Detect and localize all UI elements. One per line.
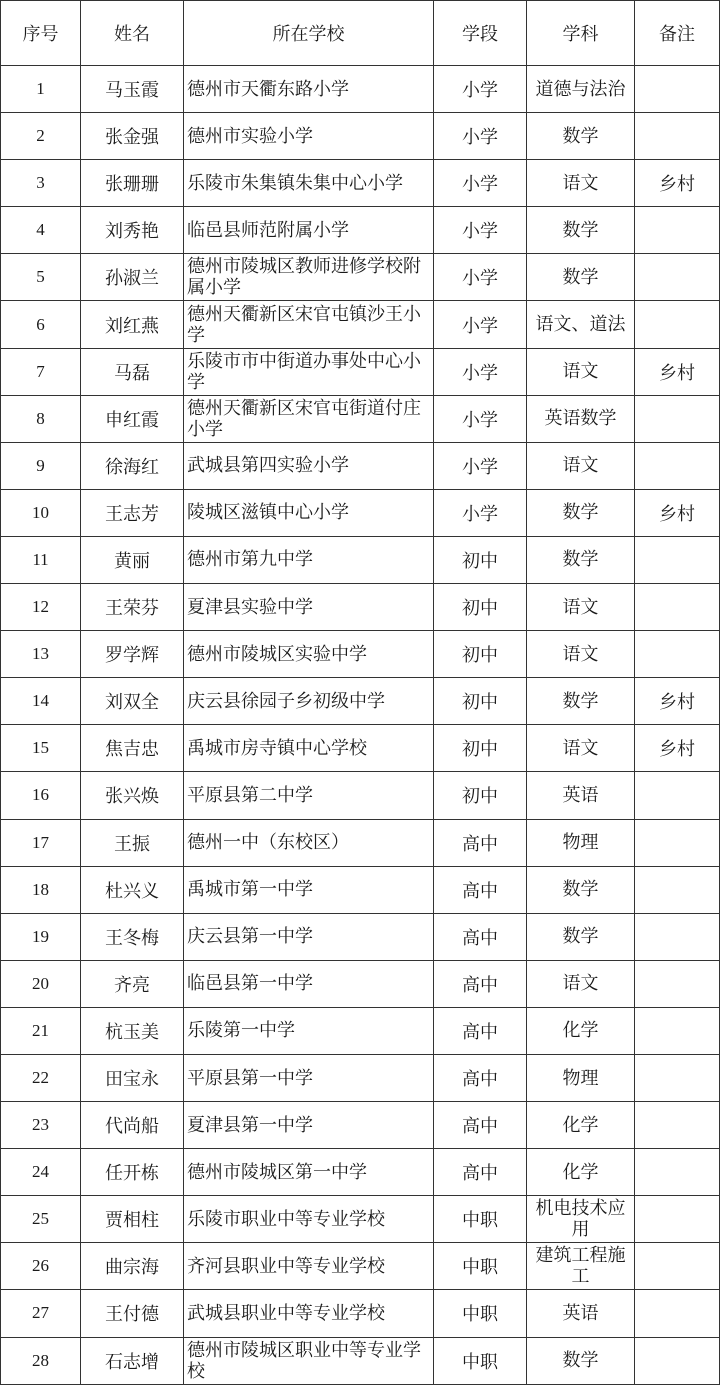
cell-subject: 数学 — [527, 207, 635, 254]
cell-name: 刘秀艳 — [81, 207, 184, 254]
cell-no: 7 — [1, 348, 81, 395]
cell-note — [635, 207, 720, 254]
cell-note: 乡村 — [635, 725, 720, 772]
cell-note — [635, 866, 720, 913]
cell-name: 杭玉美 — [81, 1007, 184, 1054]
cell-stage: 初中 — [434, 725, 527, 772]
cell-name: 石志增 — [81, 1337, 184, 1384]
cell-school: 德州市陵城区职业中等专业学校 — [184, 1337, 434, 1384]
cell-stage: 高中 — [434, 1149, 527, 1196]
table-row — [1, 395, 720, 442]
cell-subject: 语文 — [527, 631, 635, 678]
cell-name: 王付德 — [81, 1290, 184, 1337]
cell-school: 庆云县徐园子乡初级中学 — [184, 678, 434, 725]
cell-note: 乡村 — [635, 348, 720, 395]
cell-school: 乐陵市市中街道办事处中心小学 — [184, 348, 434, 395]
cell-note — [635, 442, 720, 489]
cell-note — [635, 536, 720, 583]
table-row — [1, 66, 720, 113]
cell-stage: 小学 — [434, 489, 527, 536]
cell-no: 22 — [1, 1054, 81, 1101]
cell-name: 罗学辉 — [81, 631, 184, 678]
cell-school: 德州市陵城区实验中学 — [184, 631, 434, 678]
cell-stage: 小学 — [434, 395, 527, 442]
cell-school: 德州市陵城区教师进修学校附属小学 — [184, 254, 434, 301]
cell-stage: 高中 — [434, 960, 527, 1007]
cell-stage: 初中 — [434, 678, 527, 725]
cell-note — [635, 1290, 720, 1337]
cell-no: 17 — [1, 819, 81, 866]
cell-no: 23 — [1, 1102, 81, 1149]
cell-subject: 数学 — [527, 678, 635, 725]
cell-stage: 高中 — [434, 819, 527, 866]
cell-name: 马玉霞 — [81, 66, 184, 113]
cell-note — [635, 113, 720, 160]
cell-subject: 建筑工程施工 — [527, 1243, 635, 1290]
cell-school: 平原县第一中学 — [184, 1054, 434, 1101]
header-school: 所在学校 — [184, 1, 434, 66]
cell-subject: 英语 — [527, 772, 635, 819]
cell-school: 德州市第九中学 — [184, 536, 434, 583]
cell-school: 齐河县职业中等专业学校 — [184, 1243, 434, 1290]
cell-no: 15 — [1, 725, 81, 772]
cell-stage: 中职 — [434, 1290, 527, 1337]
cell-name: 杜兴义 — [81, 866, 184, 913]
cell-stage: 高中 — [434, 913, 527, 960]
cell-stage: 小学 — [434, 442, 527, 489]
cell-subject: 化学 — [527, 1149, 635, 1196]
table-row — [1, 207, 720, 254]
cell-subject: 化学 — [527, 1102, 635, 1149]
cell-school: 武城县第四实验小学 — [184, 442, 434, 489]
table-row — [1, 301, 720, 348]
cell-subject: 数学 — [527, 536, 635, 583]
table-row — [1, 160, 720, 207]
cell-school: 德州市实验小学 — [184, 113, 434, 160]
cell-name: 黄丽 — [81, 536, 184, 583]
cell-note — [635, 1337, 720, 1384]
cell-note — [635, 772, 720, 819]
cell-subject: 机电技术应用 — [527, 1196, 635, 1243]
cell-subject: 语文、道法 — [527, 301, 635, 348]
cell-subject: 语文 — [527, 960, 635, 1007]
cell-stage: 小学 — [434, 66, 527, 113]
cell-name: 申红霞 — [81, 395, 184, 442]
table-header — [1, 1, 720, 66]
cell-stage: 初中 — [434, 631, 527, 678]
cell-name: 齐亮 — [81, 960, 184, 1007]
cell-note — [635, 254, 720, 301]
table-row — [1, 1102, 720, 1149]
cell-subject: 语文 — [527, 442, 635, 489]
table-row — [1, 772, 720, 819]
cell-school: 武城县职业中等专业学校 — [184, 1290, 434, 1337]
cell-no: 13 — [1, 631, 81, 678]
cell-name: 任开栋 — [81, 1149, 184, 1196]
cell-stage: 高中 — [434, 866, 527, 913]
cell-no: 11 — [1, 536, 81, 583]
table-body — [1, 66, 720, 1385]
table-row — [1, 442, 720, 489]
cell-subject: 语文 — [527, 725, 635, 772]
cell-subject: 数学 — [527, 489, 635, 536]
cell-subject: 语文 — [527, 160, 635, 207]
cell-school: 庆云县第一中学 — [184, 913, 434, 960]
cell-note — [635, 395, 720, 442]
cell-name: 曲宗海 — [81, 1243, 184, 1290]
cell-no: 26 — [1, 1243, 81, 1290]
cell-stage: 小学 — [434, 348, 527, 395]
table-row — [1, 1196, 720, 1243]
header-name: 姓名 — [81, 1, 184, 66]
cell-no: 16 — [1, 772, 81, 819]
table-row — [1, 113, 720, 160]
cell-school: 禹城市房寺镇中心学校 — [184, 725, 434, 772]
cell-no: 28 — [1, 1337, 81, 1384]
cell-subject: 数学 — [527, 866, 635, 913]
table-row — [1, 489, 720, 536]
table-row — [1, 1337, 720, 1384]
cell-no: 27 — [1, 1290, 81, 1337]
cell-stage: 小学 — [434, 160, 527, 207]
cell-stage: 小学 — [434, 254, 527, 301]
cell-stage: 初中 — [434, 772, 527, 819]
cell-name: 张珊珊 — [81, 160, 184, 207]
cell-school: 禹城市第一中学 — [184, 866, 434, 913]
cell-note — [635, 1149, 720, 1196]
table-row — [1, 1007, 720, 1054]
cell-note — [635, 301, 720, 348]
cell-note — [635, 819, 720, 866]
cell-name: 马磊 — [81, 348, 184, 395]
header-subject: 学科 — [527, 1, 635, 66]
cell-no: 12 — [1, 584, 81, 631]
cell-school: 临邑县第一中学 — [184, 960, 434, 1007]
cell-school: 临邑县师范附属小学 — [184, 207, 434, 254]
cell-name: 田宝永 — [81, 1054, 184, 1101]
cell-note — [635, 631, 720, 678]
cell-subject: 数学 — [527, 254, 635, 301]
cell-subject: 数学 — [527, 913, 635, 960]
table-row — [1, 1290, 720, 1337]
cell-name: 王荣芬 — [81, 584, 184, 631]
cell-no: 5 — [1, 254, 81, 301]
cell-name: 焦吉忠 — [81, 725, 184, 772]
cell-note — [635, 1196, 720, 1243]
cell-name: 王志芳 — [81, 489, 184, 536]
cell-no: 19 — [1, 913, 81, 960]
table-row — [1, 631, 720, 678]
table-row — [1, 678, 720, 725]
cell-note — [635, 1243, 720, 1290]
cell-subject: 语文 — [527, 584, 635, 631]
cell-name: 张金强 — [81, 113, 184, 160]
cell-stage: 小学 — [434, 207, 527, 254]
cell-subject: 道德与法治 — [527, 66, 635, 113]
cell-note — [635, 1054, 720, 1101]
cell-name: 贾相柱 — [81, 1196, 184, 1243]
cell-no: 3 — [1, 160, 81, 207]
cell-no: 2 — [1, 113, 81, 160]
cell-name: 孙淑兰 — [81, 254, 184, 301]
cell-subject: 英语 — [527, 1290, 635, 1337]
cell-school: 德州天衢新区宋官屯镇沙王小学 — [184, 301, 434, 348]
cell-subject: 物理 — [527, 819, 635, 866]
cell-note — [635, 960, 720, 1007]
cell-school: 德州市天衢东路小学 — [184, 66, 434, 113]
cell-stage: 中职 — [434, 1337, 527, 1384]
header-row — [1, 1, 720, 66]
table-row — [1, 1054, 720, 1101]
cell-no: 24 — [1, 1149, 81, 1196]
cell-subject: 语文 — [527, 348, 635, 395]
header-note: 备注 — [635, 1, 720, 66]
cell-subject: 数学 — [527, 1337, 635, 1384]
header-no: 序号 — [1, 1, 81, 66]
cell-no: 14 — [1, 678, 81, 725]
cell-no: 25 — [1, 1196, 81, 1243]
cell-stage: 高中 — [434, 1007, 527, 1054]
cell-note — [635, 584, 720, 631]
cell-note: 乡村 — [635, 489, 720, 536]
cell-note: 乡村 — [635, 160, 720, 207]
cell-no: 20 — [1, 960, 81, 1007]
cell-stage: 初中 — [434, 584, 527, 631]
cell-school: 平原县第二中学 — [184, 772, 434, 819]
cell-subject: 数学 — [527, 113, 635, 160]
cell-no: 18 — [1, 866, 81, 913]
cell-stage: 中职 — [434, 1196, 527, 1243]
cell-note — [635, 913, 720, 960]
table-row — [1, 584, 720, 631]
cell-stage: 高中 — [434, 1054, 527, 1101]
cell-name: 刘红燕 — [81, 301, 184, 348]
table-row — [1, 960, 720, 1007]
cell-school: 乐陵市职业中等专业学校 — [184, 1196, 434, 1243]
cell-school: 乐陵第一中学 — [184, 1007, 434, 1054]
cell-stage: 小学 — [434, 113, 527, 160]
cell-no: 21 — [1, 1007, 81, 1054]
cell-school: 夏津县第一中学 — [184, 1102, 434, 1149]
cell-no: 9 — [1, 442, 81, 489]
cell-school: 陵城区滋镇中心小学 — [184, 489, 434, 536]
table-row — [1, 866, 720, 913]
cell-school: 德州一中（东校区） — [184, 819, 434, 866]
cell-no: 8 — [1, 395, 81, 442]
cell-stage: 高中 — [434, 1102, 527, 1149]
table-row — [1, 1243, 720, 1290]
cell-no: 1 — [1, 66, 81, 113]
table-row — [1, 725, 720, 772]
cell-subject: 化学 — [527, 1007, 635, 1054]
cell-name: 代尚船 — [81, 1102, 184, 1149]
cell-stage: 初中 — [434, 536, 527, 583]
cell-subject: 物理 — [527, 1054, 635, 1101]
cell-subject: 英语数学 — [527, 395, 635, 442]
header-stage: 学段 — [434, 1, 527, 66]
table-row — [1, 1149, 720, 1196]
cell-name: 王冬梅 — [81, 913, 184, 960]
cell-name: 张兴焕 — [81, 772, 184, 819]
cell-note — [635, 1007, 720, 1054]
cell-name: 徐海红 — [81, 442, 184, 489]
cell-name: 王振 — [81, 819, 184, 866]
cell-note — [635, 66, 720, 113]
cell-stage: 中职 — [434, 1243, 527, 1290]
cell-note — [635, 1102, 720, 1149]
table-row — [1, 536, 720, 583]
cell-no: 10 — [1, 489, 81, 536]
table-row — [1, 254, 720, 301]
cell-no: 4 — [1, 207, 81, 254]
cell-stage: 小学 — [434, 301, 527, 348]
table-row — [1, 819, 720, 866]
table-row — [1, 913, 720, 960]
cell-school: 夏津县实验中学 — [184, 584, 434, 631]
cell-name: 刘双全 — [81, 678, 184, 725]
cell-school: 乐陵市朱集镇朱集中心小学 — [184, 160, 434, 207]
cell-no: 6 — [1, 301, 81, 348]
table-row — [1, 348, 720, 395]
cell-note: 乡村 — [635, 678, 720, 725]
cell-school: 德州天衢新区宋官屯街道付庄小学 — [184, 395, 434, 442]
cell-school: 德州市陵城区第一中学 — [184, 1149, 434, 1196]
